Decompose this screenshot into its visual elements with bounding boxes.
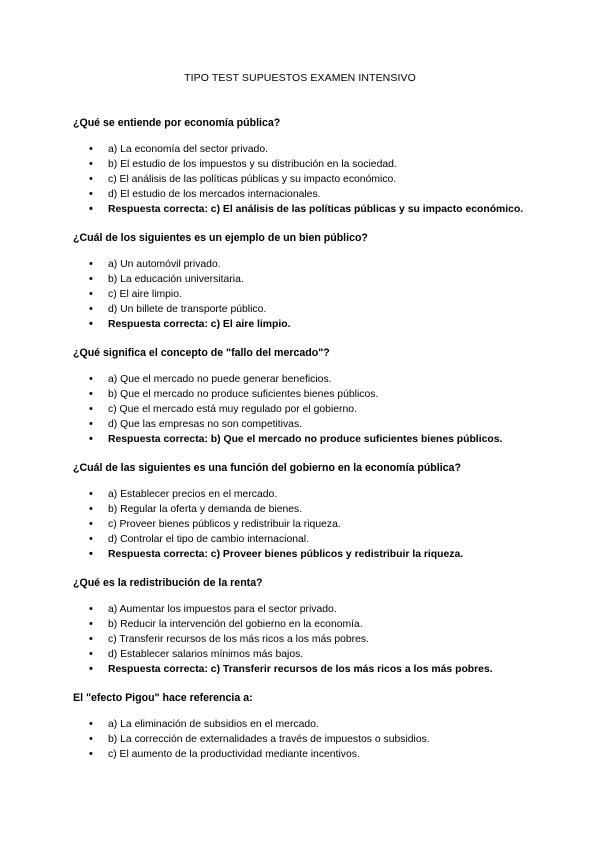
- option-item: • d) Establecer salarios mínimos más bajos.: [73, 647, 543, 662]
- question-block: [73, 346, 543, 447]
- option-item: • a) Que el mercado no puede generar beneficios.: [73, 372, 543, 387]
- option-item: • c) Proveer bienes públicos y redistribuir la riqueza.: [73, 517, 543, 532]
- option-item: • a) Un automóvil privado.: [73, 257, 543, 272]
- option-list: [73, 257, 543, 332]
- question-list: [73, 116, 543, 776]
- option-item: • c) Que el mercado está muy regulado por el gobierno.: [73, 402, 543, 417]
- question-block: [73, 691, 543, 762]
- question-block: [73, 461, 543, 562]
- question-text: ¿Qué se entiende por economía pública?: [73, 117, 281, 129]
- question-text: ¿Cuál de las siguientes es una función del gobierno en la economía pública?: [73, 462, 461, 474]
- option-list: [73, 142, 543, 217]
- option-item: • b) Regular la oferta y demanda de bienes.: [73, 502, 543, 517]
- option-item: • d) Controlar el tipo de cambio internacional.: [73, 532, 543, 547]
- option-item: • d) El estudio de los mercados internacionales.: [73, 187, 543, 202]
- question-text: El "efecto Pigou" hace referencia a:: [73, 692, 253, 704]
- option-list: [73, 487, 543, 562]
- option-item: • c) Transferir recursos de los más ricos a los más pobres.: [73, 632, 543, 647]
- option-item: • b) Que el mercado no produce suficientes bienes públicos.: [73, 387, 543, 402]
- option-item: • c) El aire limpio.: [73, 287, 543, 302]
- document-title: TIPO TEST SUPUESTOS EXAMEN INTENSIVO: [184, 72, 416, 84]
- option-item: • b) El estudio de los impuestos y su distribución en la sociedad.: [73, 157, 543, 172]
- option-item: • b) La educación universitaria.: [73, 272, 543, 287]
- question-block: [73, 576, 543, 677]
- option-item: • a) La eliminación de subsidios en el mercado.: [73, 717, 543, 732]
- question-text: ¿Qué es la redistribución de la renta?: [73, 577, 263, 589]
- correct-answer: • Respuesta correcta: c) El análisis de las políticas públicas y su impacto económico.: [73, 202, 543, 217]
- option-item: • c) El análisis de las políticas públicas y su impacto económico.: [73, 172, 543, 187]
- option-item: • c) El aumento de la productividad mediante incentivos.: [73, 747, 543, 762]
- option-list: [73, 717, 543, 762]
- option-item: • d) Un billete de transporte público.: [73, 302, 543, 317]
- correct-answer: • Respuesta correcta: c) Transferir recursos de los más ricos a los más pobres.: [73, 662, 543, 677]
- correct-answer: • Respuesta correcta: c) Proveer bienes públicos y redistribuir la riqueza.: [73, 547, 543, 562]
- correct-answer: • Respuesta correcta: b) Que el mercado no produce suficientes bienes públicos.: [73, 432, 543, 447]
- option-item: • b) La corrección de externalidades a través de impuestos o subsidios.: [73, 732, 543, 747]
- option-item: • a) Establecer precios en el mercado.: [73, 487, 543, 502]
- option-list: [73, 602, 543, 677]
- question-block: [73, 116, 543, 217]
- option-item: • d) Que las empresas no son competitivas.: [73, 417, 543, 432]
- question-block: [73, 231, 543, 332]
- question-text: ¿Cuál de los siguientes es un ejemplo de un bien público?: [73, 232, 368, 244]
- option-item: • a) La economía del sector privado.: [73, 142, 543, 157]
- question-text: ¿Qué significa el concepto de "fallo del mercado"?: [73, 347, 330, 359]
- option-item: • a) Aumentar los impuestos para el sector privado.: [73, 602, 543, 617]
- correct-answer: • Respuesta correcta: c) El aire limpio.: [73, 317, 543, 332]
- option-list: [73, 372, 543, 447]
- option-item: • b) Reducir la intervención del gobierno en la economía.: [73, 617, 543, 632]
